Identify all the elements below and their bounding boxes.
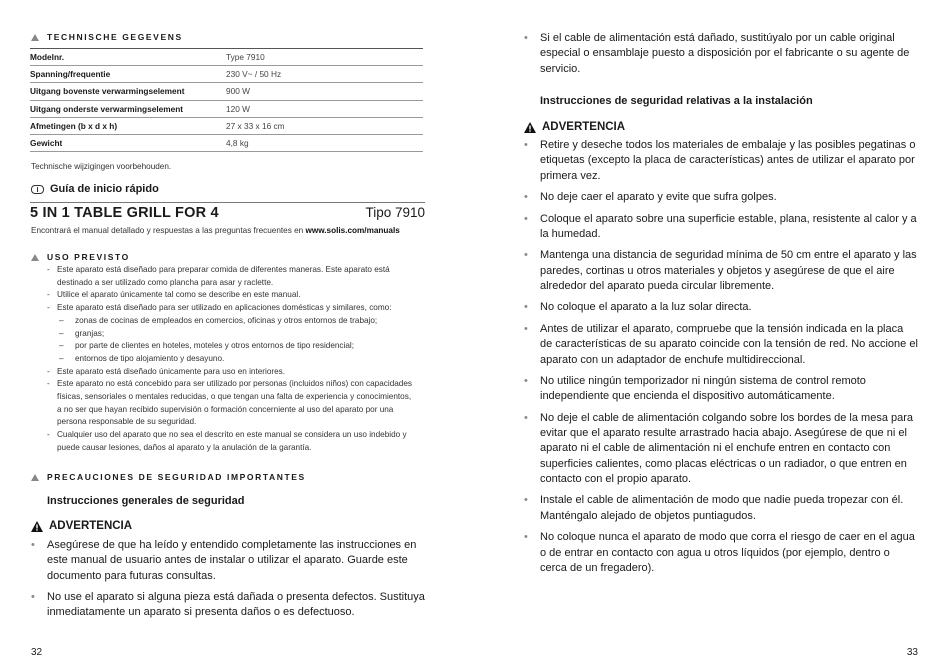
warning-heading <box>31 520 132 532</box>
warning-icon <box>31 521 43 532</box>
list-item: • Coloque el aparato sobre una superficie estable, plana, resistente al calor y a la humedad. <box>524 212 918 243</box>
uso-line: - Este aparato está diseñado para ser utilizado en aplicaciones domésticas y similares, como: <box>47 302 427 315</box>
spec-value: Type 7910 <box>226 49 423 66</box>
tech-heading-text: TECHNISCHE GEGEVENS <box>47 32 183 42</box>
precautions-heading <box>31 472 306 482</box>
spec-label: Uitgang onderste verwarmingselement <box>30 100 226 117</box>
list-item: • No coloque el aparato a la luz solar directa. <box>524 300 918 315</box>
list-item: • Instale el cable de alimentación de modo que nadie pueda tropezar con él. Manténgalo alejado de objetos puntiagudos. <box>524 493 918 524</box>
spec-label: Gewicht <box>30 134 226 151</box>
manual-text: Encontrará el manual detallado y respuestas a las preguntas frecuentes en <box>31 226 304 235</box>
precautions-heading-text: PRECAUCIONES DE SEGURIDAD IMPORTANTES <box>47 472 306 482</box>
spec-value: 120 W <box>226 100 423 117</box>
uso-line: - Cualquier uso del aparato que no sea el descrito en este manual se considera un uso indebido y <box>47 429 427 442</box>
right-safety-list <box>524 138 918 582</box>
section-triangle-icon <box>31 254 39 261</box>
product-header <box>30 202 425 221</box>
spec-label: Uitgang bovenste verwarmingselement <box>30 83 226 100</box>
spec-label: Afmetingen (b x d x h) <box>30 117 226 134</box>
uso-line: destinado a ser utilizado como plancha para asar y raclette. <box>57 277 274 287</box>
list-item: • No coloque nunca el aparato de modo que corra el riesgo de caer en el agua o de entrar en contacto con agua u otros líquidos (por ejemplo, dentro o cerca de un fregadero). <box>524 530 918 576</box>
spec-label: Spanning/frequentie <box>30 66 226 83</box>
uso-list <box>47 264 427 455</box>
table-row <box>30 100 423 117</box>
table-row <box>30 117 423 134</box>
general-safety-heading: Instrucciones generales de seguridad <box>47 495 245 507</box>
uso-line: - Este aparato está diseñado para preparar comida de diferentes maneras. Este aparato está <box>47 264 427 277</box>
quick-start-heading <box>31 183 159 195</box>
spec-label: Modelnr. <box>30 49 226 66</box>
warning-label: ADVERTENCIA <box>49 520 133 532</box>
spec-value: 900 W <box>226 83 423 100</box>
uso-heading-text: USO PREVISTO <box>47 252 130 262</box>
uso-line: - Este aparato no está concebido para ser utilizado por personas (incluidos niños) con capacidades <box>47 378 427 391</box>
table-row <box>30 134 423 151</box>
page-number: 33 <box>906 647 918 658</box>
tech-note: Technische wijzigingen voorbehouden. <box>31 162 172 171</box>
list-item: • Asegúrese de que ha leído y entendido completamente las instrucciones en este manual de usuario antes de instalar o utilizar el aparato. Guarde este documento para futuras consultas. <box>31 538 425 584</box>
warning-icon <box>524 122 536 133</box>
installation-heading: Instrucciones de seguridad relativas a la instalación <box>540 95 813 107</box>
list-item: • No deje el cable de alimentación colgando sobre los bordes de la mesa para evitar que el aparato resulte arrastrado hacia abajo. Asegúrese de que ni el aparato ni el cable de alimentación ni el enchufe entren en contacto con superficies calientes, como placas eléctricas o un radiador, o que entren en contacto con el propio aparato. <box>524 411 918 487</box>
uso-heading <box>31 252 130 262</box>
warning-heading <box>524 121 625 133</box>
uso-line: físicas, sensoriales o mentales reducidas, o que tengan una falta de experiencia y conocimientos, <box>57 392 412 402</box>
list-item: • Si el cable de alimentación está dañado, sustitúyalo por un cable original especial o ensamblaje puesto a disposición por el fabricante o su agente de servicio. <box>524 31 918 77</box>
section-triangle-icon <box>31 34 39 41</box>
list-item: • Antes de utilizar el aparato, compruebe que la tensión indicada en la placa de características de su aparato coincide con la tensión de red. No accione el aparato con un adaptador de enchufe multidireccional. <box>524 322 918 368</box>
list-item: • Retire y deseche todos los materiales de embalaje y las posibles pegatinas o etiquetas (excepto la placa de características) antes de utilizar el aparato por primera vez. <box>524 138 918 184</box>
table-row <box>30 83 423 100</box>
spec-value: 4,8 kg <box>226 134 423 151</box>
product-type: Tipo 7910 <box>365 205 425 220</box>
left-safety-list <box>31 538 425 627</box>
uso-line: – entornos de tipo alojamiento y desayuno. <box>47 353 427 366</box>
table-row <box>30 66 423 83</box>
uso-line: – granjas; <box>47 328 427 341</box>
uso-line: – por parte de clientes en hoteles, moteles y otros entornos de tipo residencial; <box>47 340 427 353</box>
uso-line: puede causar lesiones, daños al aparato y la anulación de la garantía. <box>57 442 312 452</box>
uso-line: - Utilice el aparato únicamente tal como se describe en este manual. <box>47 289 427 302</box>
table-row <box>30 49 423 66</box>
uso-line: a no ser que hayan recibido supervisión o formación concerniente al uso del aparato por una <box>57 404 394 414</box>
guide-title: Guía de inicio rápido <box>50 183 159 195</box>
uso-line: persona responsable de su seguridad. <box>57 417 197 427</box>
manual-line <box>31 226 400 235</box>
list-item: • No use el aparato si alguna pieza está dañada o presenta defectos. Sustituya inmediatamente un aparato si presenta daños o es defectuoso. <box>31 590 425 621</box>
right-top-list <box>524 31 918 83</box>
section-triangle-icon <box>31 474 39 481</box>
manual-link[interactable]: www.solis.com/manuals <box>305 226 400 235</box>
uso-line: - Este aparato está diseñado únicamente para uso en interiores. <box>47 366 427 379</box>
uso-line: – zonas de cocinas de empleados en comercios, oficinas y otros entornos de trabajo; <box>47 315 427 328</box>
right-page <box>475 0 950 660</box>
list-item: • No deje caer el aparato y evite que sufra golpes. <box>524 190 918 205</box>
spec-value: 230 V~ / 50 Hz <box>226 66 423 83</box>
warning-label: ADVERTENCIA <box>542 121 626 133</box>
spec-value: 27 x 33 x 16 cm <box>226 117 423 134</box>
page-number: 32 <box>31 647 43 658</box>
tech-heading <box>31 32 183 42</box>
spec-table <box>30 48 423 152</box>
list-item: • Mantenga una distancia de seguridad mínima de 50 cm entre el aparato y las paredes, cortinas u otros materiales y objetos y asegúrese de que el aire alrededor del aparato pueda circular libremente. <box>524 248 918 294</box>
book-icon <box>31 185 44 194</box>
product-title: 5 IN 1 TABLE GRILL FOR 4 <box>30 205 219 221</box>
list-item: • No utilice ningún temporizador ni ningún sistema de control remoto independiente que encienda el dispositivo automáticamente. <box>524 374 918 405</box>
